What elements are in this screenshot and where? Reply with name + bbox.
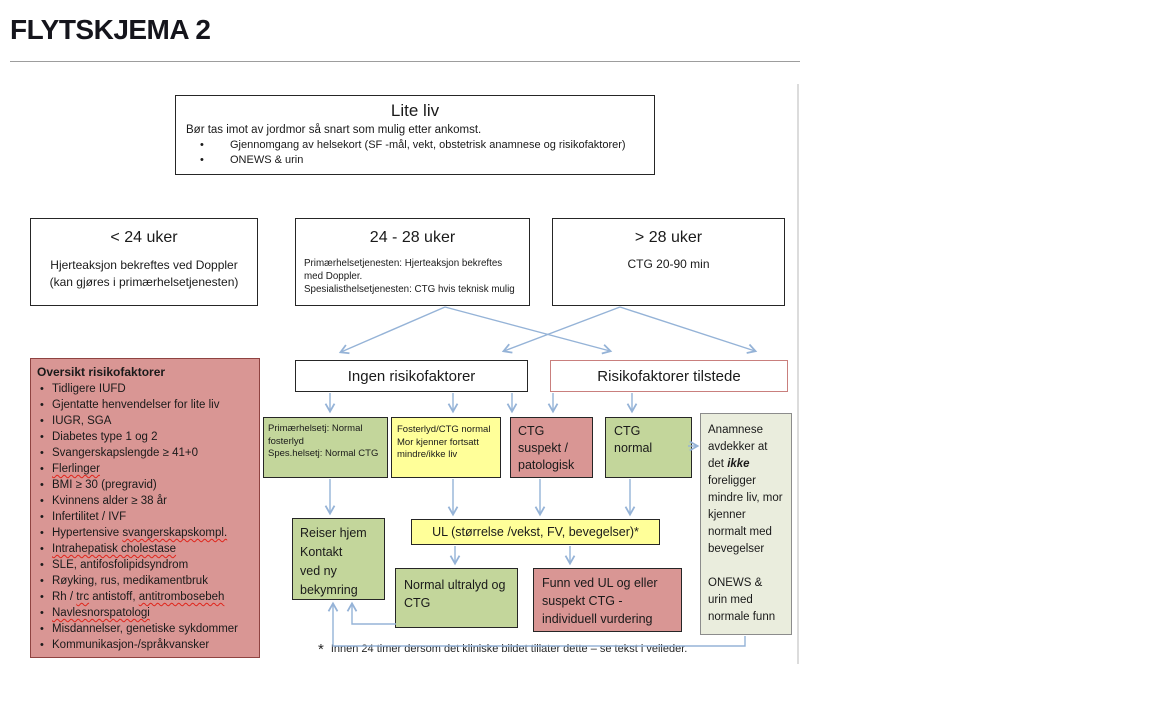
page-title: FLYTSKJEMA 2 xyxy=(10,14,211,45)
week-box-line: CTG 20-90 min xyxy=(627,257,710,271)
risk-item: • Navlesnorspatologi xyxy=(37,605,255,621)
outcome-funn-box: Funn ved UL og eller suspekt CTG - individuell vurdering xyxy=(533,568,682,632)
week-box-under-24 xyxy=(30,218,258,306)
risk-item: • BMI ≥ 30 (pregravid) xyxy=(37,477,255,493)
emphasis-ikke: ikke xyxy=(727,458,750,470)
risk-item: • Hypertensive svangerskapskompl. xyxy=(37,525,255,541)
page-edge-line xyxy=(797,84,799,664)
risk-item: • Diabetes type 1 og 2 xyxy=(37,429,255,445)
week-box-title: > 28 uker xyxy=(634,229,703,246)
result-ctg-normal-box: CTG normal xyxy=(605,417,692,478)
intake-subtitle: Bør tas imot av jordmor så snart som mulig etter ankomst. xyxy=(186,124,482,136)
week-box-line: (kan gjøres i primærhelsetjenesten) xyxy=(49,275,239,289)
risk-item: • Intrahepatisk cholestase xyxy=(37,541,255,557)
week-box-line: Hjerteaksjon bekreftes ved Doppler xyxy=(50,258,238,272)
intake-bullet-list xyxy=(186,138,644,168)
intake-bullet: • ONEWS & urin xyxy=(186,153,644,168)
risk-item: • Tidligere IUFD xyxy=(37,381,255,397)
branch-risk-present-box: Risikofaktorer tilstede xyxy=(550,360,788,392)
action-go-home-box: Reiser hjem Kontakt ved ny bekymring xyxy=(292,518,385,600)
week-box-title: < 24 uker xyxy=(110,229,178,246)
risk-item: • IUGR, SGA xyxy=(37,413,255,429)
footnote-asterisk: * xyxy=(318,641,324,658)
week-box-title: 24 - 28 uker xyxy=(369,229,456,246)
risk-item: • Kommunikasjon-/språkvansker xyxy=(37,637,255,653)
week-box-24-28 xyxy=(295,218,530,306)
intake-box xyxy=(175,95,655,175)
risk-overview-box xyxy=(30,358,260,658)
outcome-normal-ul-box: Normal ultralyd og CTG xyxy=(395,568,518,628)
branch-no-risk-box: Ingen risikofaktorer xyxy=(295,360,528,392)
week-box-over-28 xyxy=(552,218,785,306)
risk-item: • Røyking, rus, medikamentbruk xyxy=(37,573,255,589)
result-anamnese-box: Anamnese avdekker at det ikke foreligger mindre liv, mor kjenner normalt med bevegelser ONEWS & urin med normale funn xyxy=(700,413,792,635)
result-primary-normal-box: Primærhelsetj: Normal fosterlyd Spes.helsetj: Normal CTG xyxy=(263,417,388,478)
risk-item: • Svangerskapslengde ≥ 41+0 xyxy=(37,445,255,461)
result-fetal-sound-box: Fosterlyd/CTG normal Mor kjenner fortsatt mindre/ikke liv xyxy=(391,417,501,478)
risk-item: • Rh / trc antistoff, antitrombosebeh xyxy=(37,589,255,605)
result-ctg-suspect-box: CTG suspekt / patologisk xyxy=(510,417,593,478)
intake-bullet: • Gjennomgang av helsekort (SF -mål, vekt, obstetrisk anamnese og risikofaktorer) xyxy=(186,138,644,153)
week-box-line: Primærhelsetjenesten: Hjerteaksjon bekreftes med Doppler. xyxy=(304,258,503,282)
risk-item: • Gjentatte henvendelser for lite liv xyxy=(37,397,255,413)
risk-item: • Flerlinger xyxy=(37,461,255,477)
action-ultrasound-box: UL (størrelse /vekst, FV, bevegelser)* xyxy=(411,519,660,545)
risk-item: • Misdannelser, genetiske sykdommer xyxy=(37,621,255,637)
intake-title: Lite liv xyxy=(390,101,440,120)
risk-item: • Infertilitet / IVF xyxy=(37,509,255,525)
risk-overview-title: Oversikt risikofaktorer xyxy=(37,365,166,379)
week-box-line: Spesialisthelsetjenesten: CTG hvis teknisk mulig xyxy=(304,284,515,295)
footnote xyxy=(318,641,687,658)
risk-list xyxy=(37,381,255,653)
risk-item: • SLE, antifosfolipidsyndrom xyxy=(37,557,255,573)
risk-item: • Kvinnens alder ≥ 38 år xyxy=(37,493,255,509)
title-divider xyxy=(10,61,800,62)
footnote-text: Innen 24 timer dersom det kliniske bildet tillater dette – se tekst i veileder. xyxy=(330,643,688,655)
